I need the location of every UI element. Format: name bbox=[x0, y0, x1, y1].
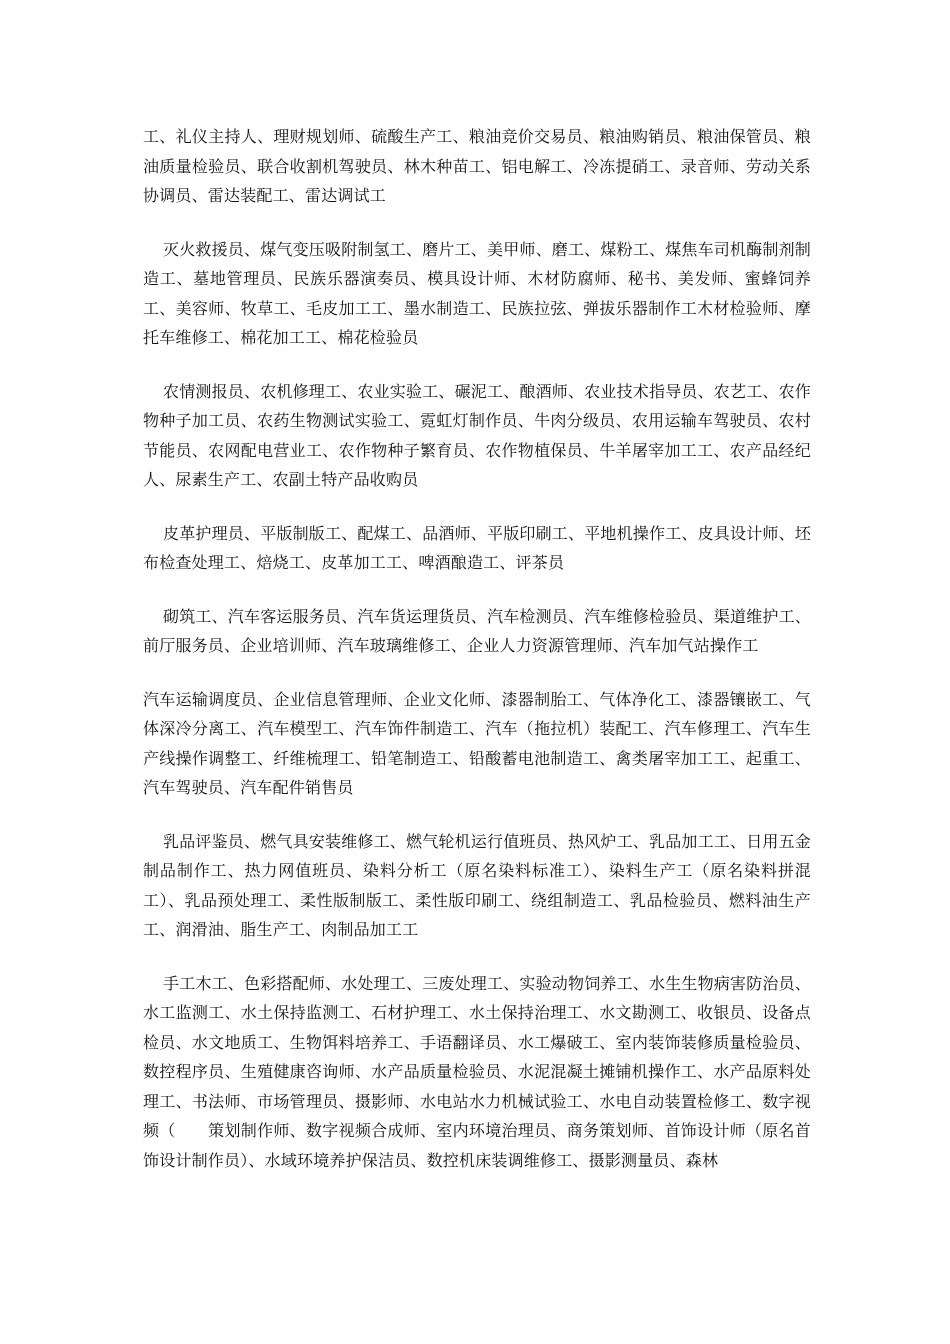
paragraph-7: 乳品评鉴员、燃气具安装维修工、燃气轮机运行值班员、热风炉工、乳品加工工、日用五金制品制作工、热力网值班员、染料分析工（原名染料标准工）、染料生产工（原名染料拼混工）、乳品预处理工、柔性版制版工、柔性版印刷工、绕组制造工、乳品检验员、燃料油生产工、润滑油、脂生产工、肉制品加工工 bbox=[143, 831, 812, 939]
paragraph-3: 农情测报员、农机修理工、农业实验工、碾泥工、酿酒师、农业技术指导员、农艺工、农作物种子加工员、农药生物测试实验工、霓虹灯制作员、牛肉分级员、农用运输车驾驶员、农村节能员、农网配电营业工、农作物种子繁育员、农作物植保员、牛羊屠宰加工工、农产品经纪人、尿素生产工、农副土特产品收购员 bbox=[143, 381, 812, 489]
paragraph-2: 灭火救援员、煤气变压吸附制氢工、磨片工、美甲师、磨工、煤粉工、煤焦车司机酶制剂制造工、墓地管理员、民族乐器演奏员、模具设计师、木材防腐师、秘书、美发师、蜜蜂饲养工、美容师、牧草工、毛皮加工工、墨水制造工、民族拉弦、弹拔乐器制作工木材检验师、摩托车维修工、棉花加工工、棉花检验员 bbox=[143, 239, 812, 347]
paragraph-6: 汽车运输调度员、企业信息管理师、企业文化师、漆器制胎工、气体净化工、漆器镶嵌工、气体深冷分离工、汽车模型工、汽车饰件制造工、汽车（拖拉机）装配工、汽车修理工、汽车生产线操作调整工、纤维梳理工、铅笔制造工、铅酸蓄电池制造工、禽类屠宰加工工、起重工、汽车驾驶员、汽车配件销售员 bbox=[143, 689, 811, 797]
paragraph-4: 皮革护理员、平版制版工、配煤工、品酒师、平版印刷工、平地机操作工、皮具设计师、坯布检查处理工、焙烧工、皮革加工工、啤酒酿造工、评茶员 bbox=[143, 523, 812, 572]
paragraph-8: 手工木工、色彩搭配师、水处理工、三废处理工、实验动物饲养工、水生生物病害防治员、水工监测工、水土保持监测工、石材护理工、水土保持治理工、水文勘测工、收银员、设备点检员、水文地质工、生物饵料培养工、手语翻译员、水工爆破工、室内装饰装修质量检验员、数控程序员、生殖健康咨询师、水产品质量检验员、水泥混凝土摊铺机操作工、水产品原料处理工、书法师、市场管理员、摄影师、水电站水力机械试验工、水电自动装置检修工、数字视频（ 策划制作师、数字视频合成师、室内环境治理员、商务策划师、首饰设计师（原名首饰设计制作员）、水域环境养护保洁员、数控机床装调维修工、摄影测量员、森林 bbox=[143, 973, 812, 1170]
document-body bbox=[143, 122, 811, 1199]
paragraph-1: 工、礼仪主持人、理财规划师、硫酸生产工、粮油竞价交易员、粮油购销员、粮油保管员、粮油质量检验员、联合收割机驾驶员、林木种苗工、铝电解工、冷冻提硝工、录音师、劳动关系协调员、雷达装配工、雷达调试工 bbox=[143, 127, 811, 205]
paragraph-5: 砌筑工、汽车客运服务员、汽车货运理货员、汽车检测员、汽车维修检验员、渠道维护工、前厅服务员、企业培训师、汽车玻璃维修工、企业人力资源管理师、汽车加气站操作工 bbox=[143, 606, 812, 655]
